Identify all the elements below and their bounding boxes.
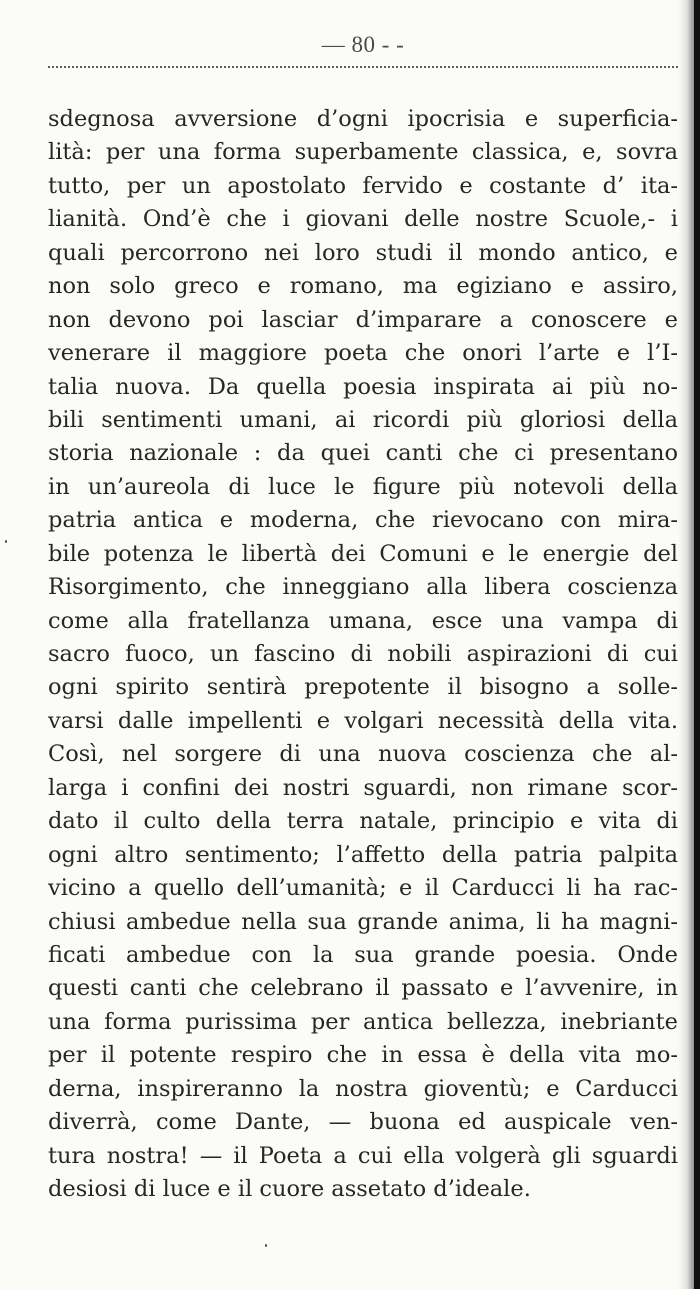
page-header [48,30,678,70]
text-line: per il potente respiro che in essa è della vita mo- [48,1042,678,1069]
text-line: dato il culto della terra natale, principio e vita di [48,808,678,835]
text-line: desiosi di luce e il cuore assetato d’ideale. [48,1176,531,1202]
text-line: questi canti che celebrano il passato e l’avvenire, in [48,975,678,1002]
text-line: come alla fratellanza umana, esce una vampa di [48,607,678,634]
text-line: venerare il maggiore poeta che onori l’arte e l’I- [48,340,678,367]
text-line: Così, nel sorgere di una nuova coscienza che al- [48,741,678,768]
text-line: una forma purissima per antica bellezza, inebriante [48,1008,678,1035]
text-line: tura nostra! — il Poeta a cui ella volgerà gli sguardi [48,1142,678,1169]
text-line: chiusi ambedue nella sua grande anima, li ha magni- [48,908,678,935]
text-line: bile potenza le libertà dei Comuni e le energie del [48,540,678,567]
text-line: patria antica e moderna, che rievocano con mira- [48,507,678,534]
page-number: — 80 - - [321,32,405,57]
text-line: lianità. Ond’è che i giovani delle nostre Scuole,- i [48,206,678,233]
text-line: bili sentimenti umani, ai ricordi più gloriosi della [48,406,678,433]
text-line: quali percorrono nei loro studi il mondo antico, e [48,239,678,266]
page-edge [694,0,700,1289]
text-line: non devono poi lasciar d’imparare a conoscere e [48,306,678,333]
text-line: in un’aureola di luce le figure più notevoli della [48,473,678,500]
text-line: talia nuova. Da quella poesia inspirata ai più no- [48,373,678,400]
text-line: larga i confini dei nostri sguardi, non rimane scor- [48,774,678,801]
text-line: vicino a quello dell’umanità; e il Carducci li ha rac- [48,875,678,902]
text-line: ogni spirito sentirà prepotente il bisogno a solle- [48,674,678,701]
text-line: diverrà, come Dante, — buona ed auspicale ven- [48,1109,678,1136]
text-line: ficati ambedue con la sua grande poesia. Onde [48,941,678,968]
text-line: ogni altro sentimento; l’affetto della patria palpita [48,841,678,868]
text-line: sdegnosa avversione d’ogni ipocrisia e superficia- [48,106,678,132]
text-line: tutto, per un apostolato fervido e costante d’ ita- [48,172,678,199]
text-line: varsi dalle impellenti e volgari necessità della vita. [48,707,678,734]
header-dotted-rule [48,66,678,68]
text-line: sacro fuoco, un fascino di nobili aspirazioni di cui [48,641,678,667]
text-line: Risorgimento, che inneggiano alla libera coscienza [48,574,678,601]
text-line: storia nazionale : da quei canti che ci presentano [48,440,678,467]
paper-speck [5,540,7,543]
text-line: derna, inspireranno la nostra gioventù; e Carducci [48,1075,678,1102]
text-line: lità: per una forma superbamente classica, e, sovra [48,139,678,166]
paper-speck [265,1244,267,1247]
body-text [48,103,678,1206]
text-line: non solo greco e romano, ma egiziano e assiro, [48,273,678,300]
